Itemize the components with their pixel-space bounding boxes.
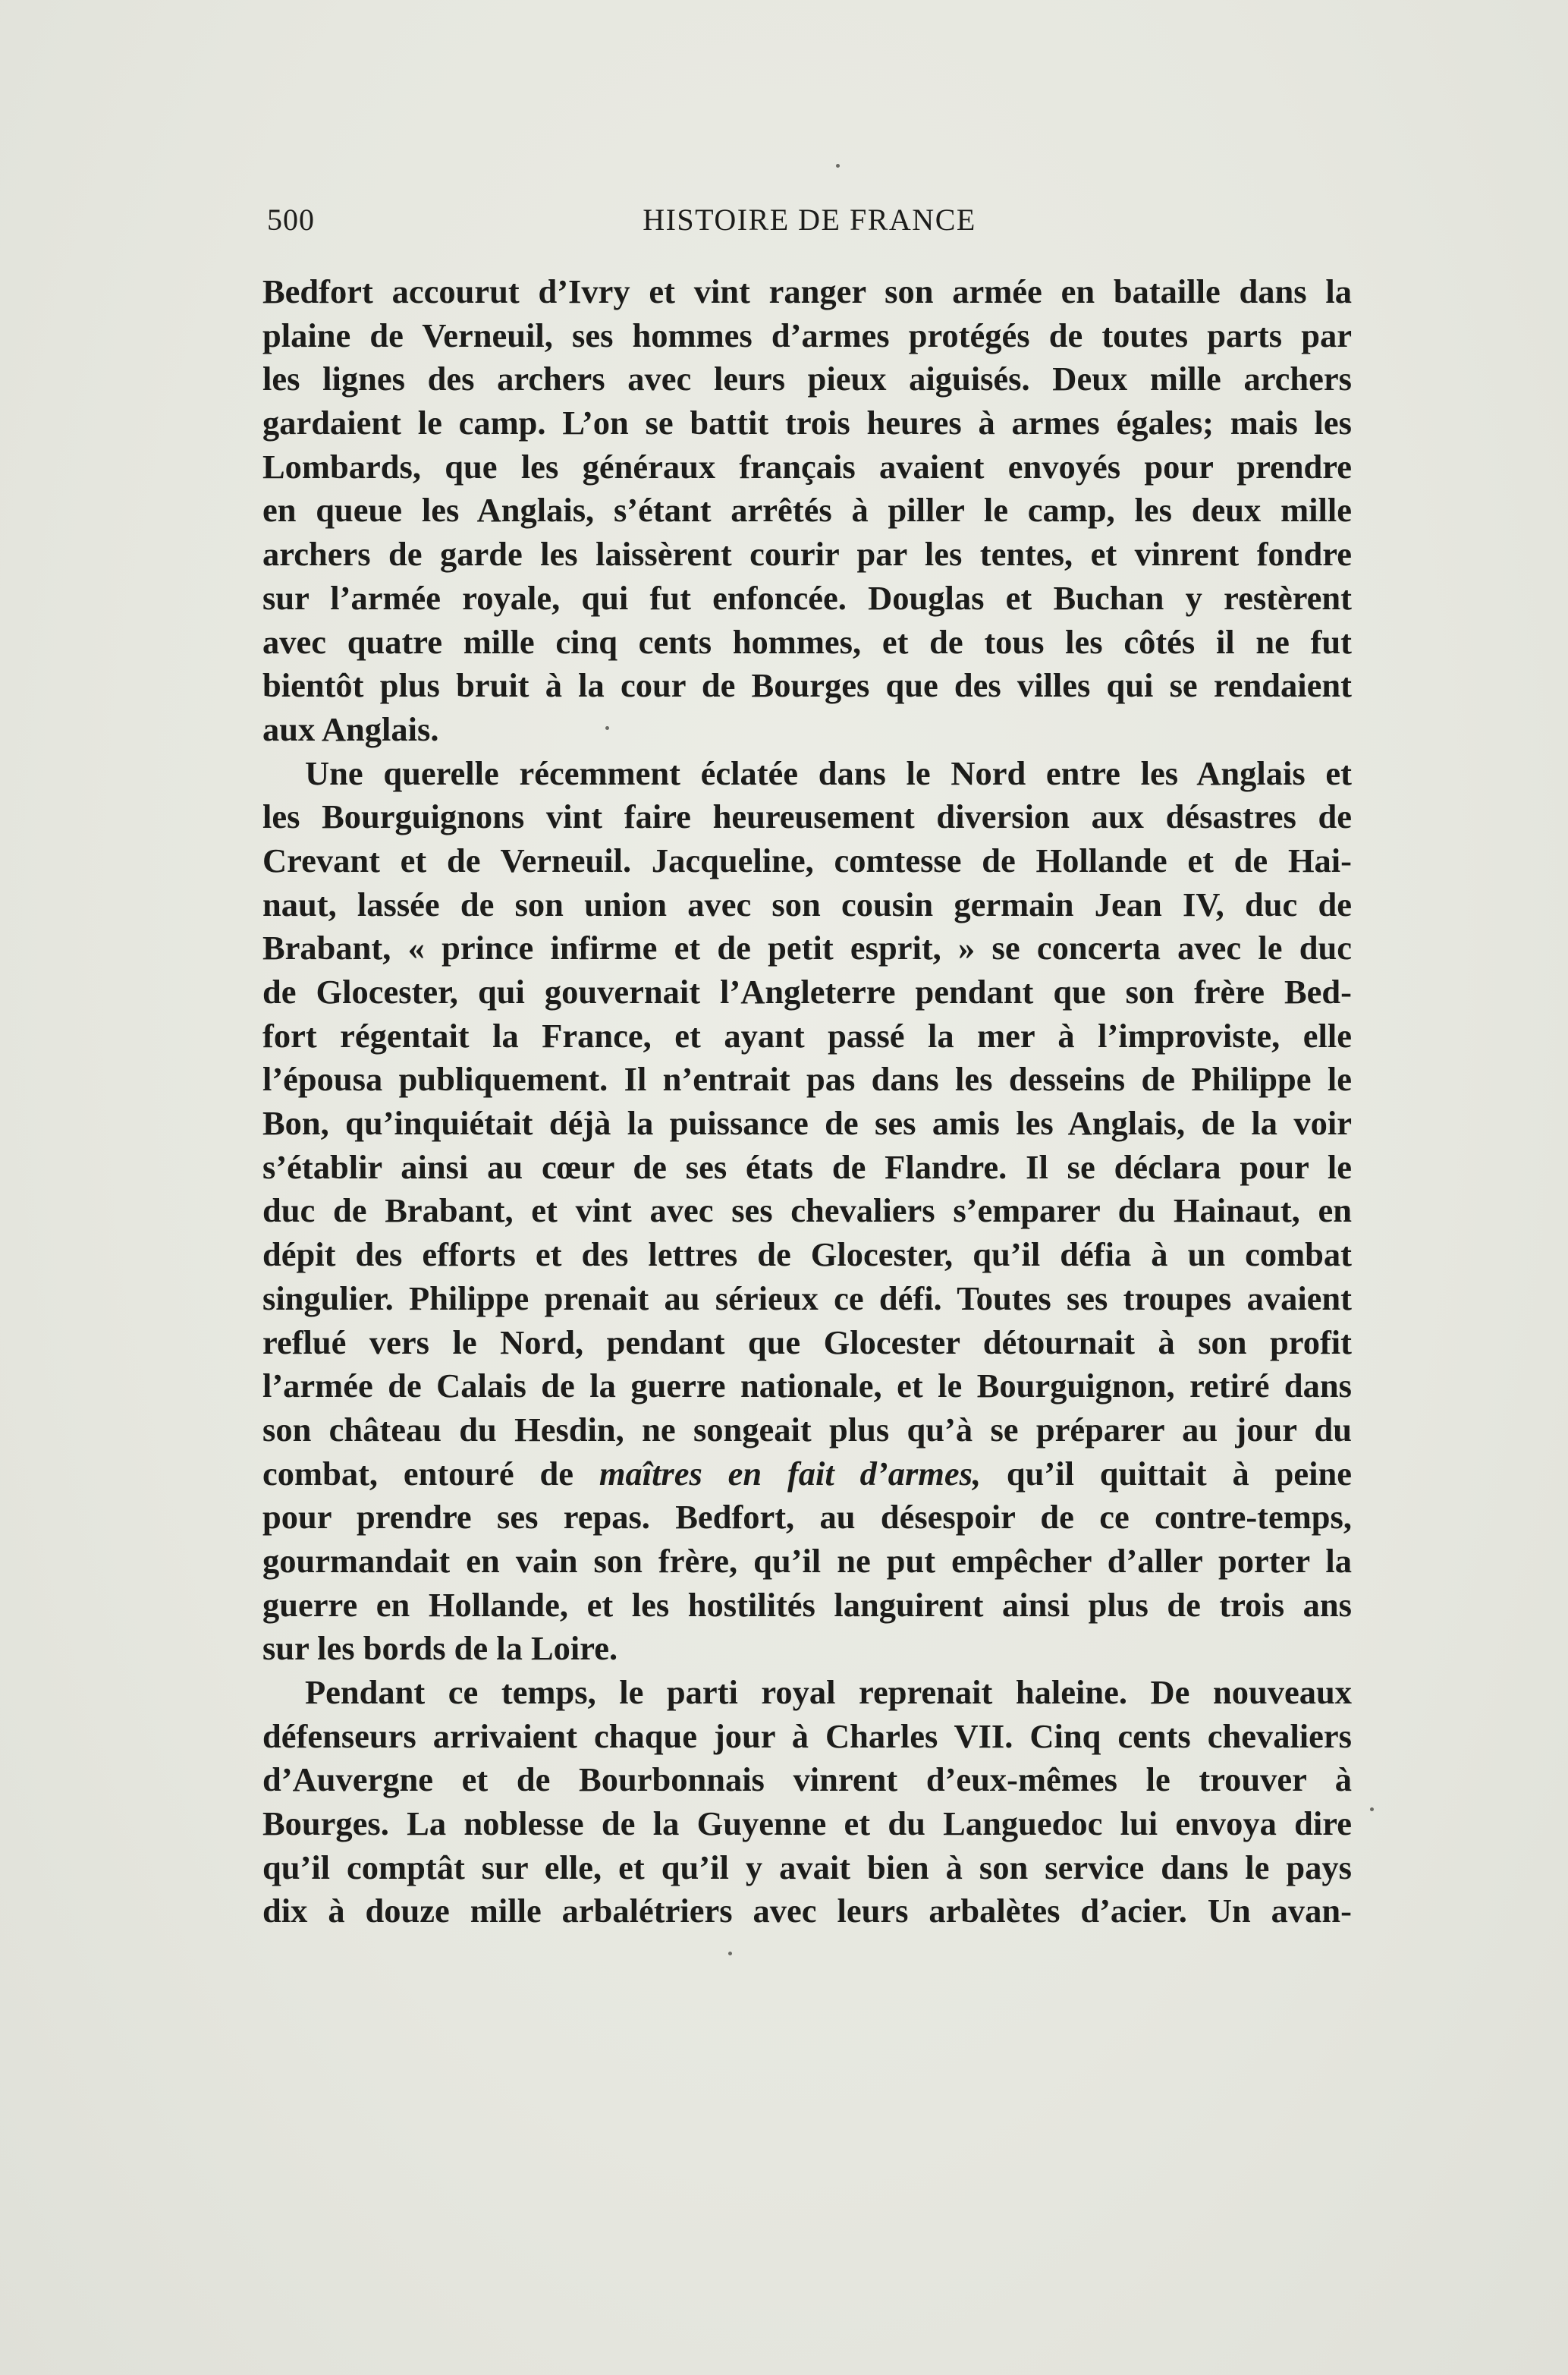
text-line: Bon, qu’inquiétait déjà la puissance de ses amis les Anglais, de la voir (262, 1104, 1352, 1143)
text-line: en queue les Anglais, s’étant arrêtés à piller le camp, les deux mille (262, 491, 1352, 530)
paper-speck (1370, 1807, 1374, 1811)
paper-speck (605, 726, 609, 730)
page-number: 500 (267, 203, 315, 237)
text-line: reflué vers le Nord, pendant que Glocester détournait à son profit (262, 1323, 1352, 1361)
paper-speck (836, 164, 840, 168)
text-line: avec quatre mille cinq cents hommes, et de tous les côtés il ne fut (262, 622, 1352, 661)
text-line: dix à douze mille arbalétriers avec leurs arbalètes d’acier. Un avan- (262, 1892, 1352, 1930)
text-line: qu’il comptât sur elle, et qu’il y avait bien à son service dans le pays (262, 1848, 1352, 1886)
text-run: qu’il quittait à peine (981, 1454, 1352, 1493)
text-line: Pendant ce temps, le parti royal reprenait haleine. De nouveaux (305, 1673, 1352, 1711)
text-line: aux Anglais. (262, 709, 439, 748)
running-title: HISTOIRE DE FRANCE (643, 203, 976, 237)
text-line: dépit des efforts et des lettres de Glocester, qu’il défia à un combat (262, 1235, 1352, 1274)
text-line: s’établir ainsi au cœur de ses états de Flandre. Il se déclara pour le (262, 1147, 1352, 1186)
text-line: Crevant et de Verneuil. Jacqueline, comtesse de Hollande et de Hai- (262, 841, 1352, 879)
text-line: son château du Hesdin, ne songeait plus qu’à se préparer au jour du (262, 1410, 1352, 1449)
text-line: d’Auvergne et de Bourbonnais vinrent d’eux-mêmes le trouver à (262, 1760, 1352, 1799)
text-line: l’armée de Calais de la guerre nationale, et le Bourguignon, retiré dans (262, 1367, 1352, 1405)
text-line: les lignes des archers avec leurs pieux aiguisés. Deux mille archers (262, 360, 1352, 398)
text-line: singulier. Philippe prenait au sérieux ce défi. Toutes ses troupes avaient (262, 1279, 1352, 1317)
running-head (267, 202, 1352, 247)
text-line: gardaient le camp. L’on se battit trois heures à armes égales; mais les (262, 404, 1352, 442)
body-text (262, 270, 1352, 1933)
text-line: défenseurs arrivaient chaque jour à Charles VII. Cinq cents chevaliers (262, 1716, 1352, 1755)
text-line: sur les bords de la Loire. (262, 1629, 618, 1668)
paper-speck (728, 1952, 732, 1955)
text-line: Brabant, « prince infirme et de petit esprit, » se concerta avec le duc (262, 929, 1352, 967)
text-line: Lombards, que les généraux français avaient envoyés pour prendre (262, 447, 1352, 486)
text-line: plaine de Verneuil, ses hommes d’armes protégés de toutes parts par (262, 316, 1352, 354)
text-line: de Glocester, qui gouvernait l’Angleterre pendant que son frère Bed- (262, 973, 1352, 1011)
text-run: combat, entouré de (262, 1454, 599, 1493)
text-line: naut, lassée de son union avec son cousin germain Jean IV, duc de (262, 885, 1352, 923)
text-line: bientôt plus bruit à la cour de Bourges que des villes qui se rendaient (262, 666, 1352, 705)
text-line: Une querelle récemment éclatée dans le Nord entre les Anglais et (305, 753, 1352, 792)
text-line: sur l’armée royale, qui fut enfoncée. Douglas et Buchan y restèrent (262, 578, 1352, 617)
text-line-with-italic (262, 1452, 1352, 1496)
text-line: pour prendre ses repas. Bedfort, au désespoir de ce contre-temps, (262, 1498, 1352, 1537)
text-line: gourmandait en vain son frère, qu’il ne put empêcher d’aller porter la (262, 1541, 1352, 1580)
text-line: les Bourguignons vint faire heureusement diversion aux désastres de (262, 797, 1352, 836)
text-line: duc de Brabant, et vint avec ses chevaliers s’emparer du Hainaut, en (262, 1191, 1352, 1230)
text-line: guerre en Hollande, et les hostilités languirent ainsi plus de trois ans (262, 1585, 1352, 1624)
italic-phrase: maîtres en fait d’armes, (599, 1454, 982, 1493)
text-line: l’épousa publiquement. Il n’entrait pas dans les desseins de Philippe le (262, 1060, 1352, 1099)
text-line: archers de garde les laissèrent courir par les tentes, et vinrent fondre (262, 535, 1352, 574)
text-line: Bedfort accourut d’Ivry et vint ranger son armée en bataille dans la (262, 272, 1352, 310)
text-line: Bourges. La noblesse de la Guyenne et du Languedoc lui envoya dire (262, 1804, 1352, 1843)
text-line: fort régentait la France, et ayant passé la mer à l’improviste, elle (262, 1016, 1352, 1055)
